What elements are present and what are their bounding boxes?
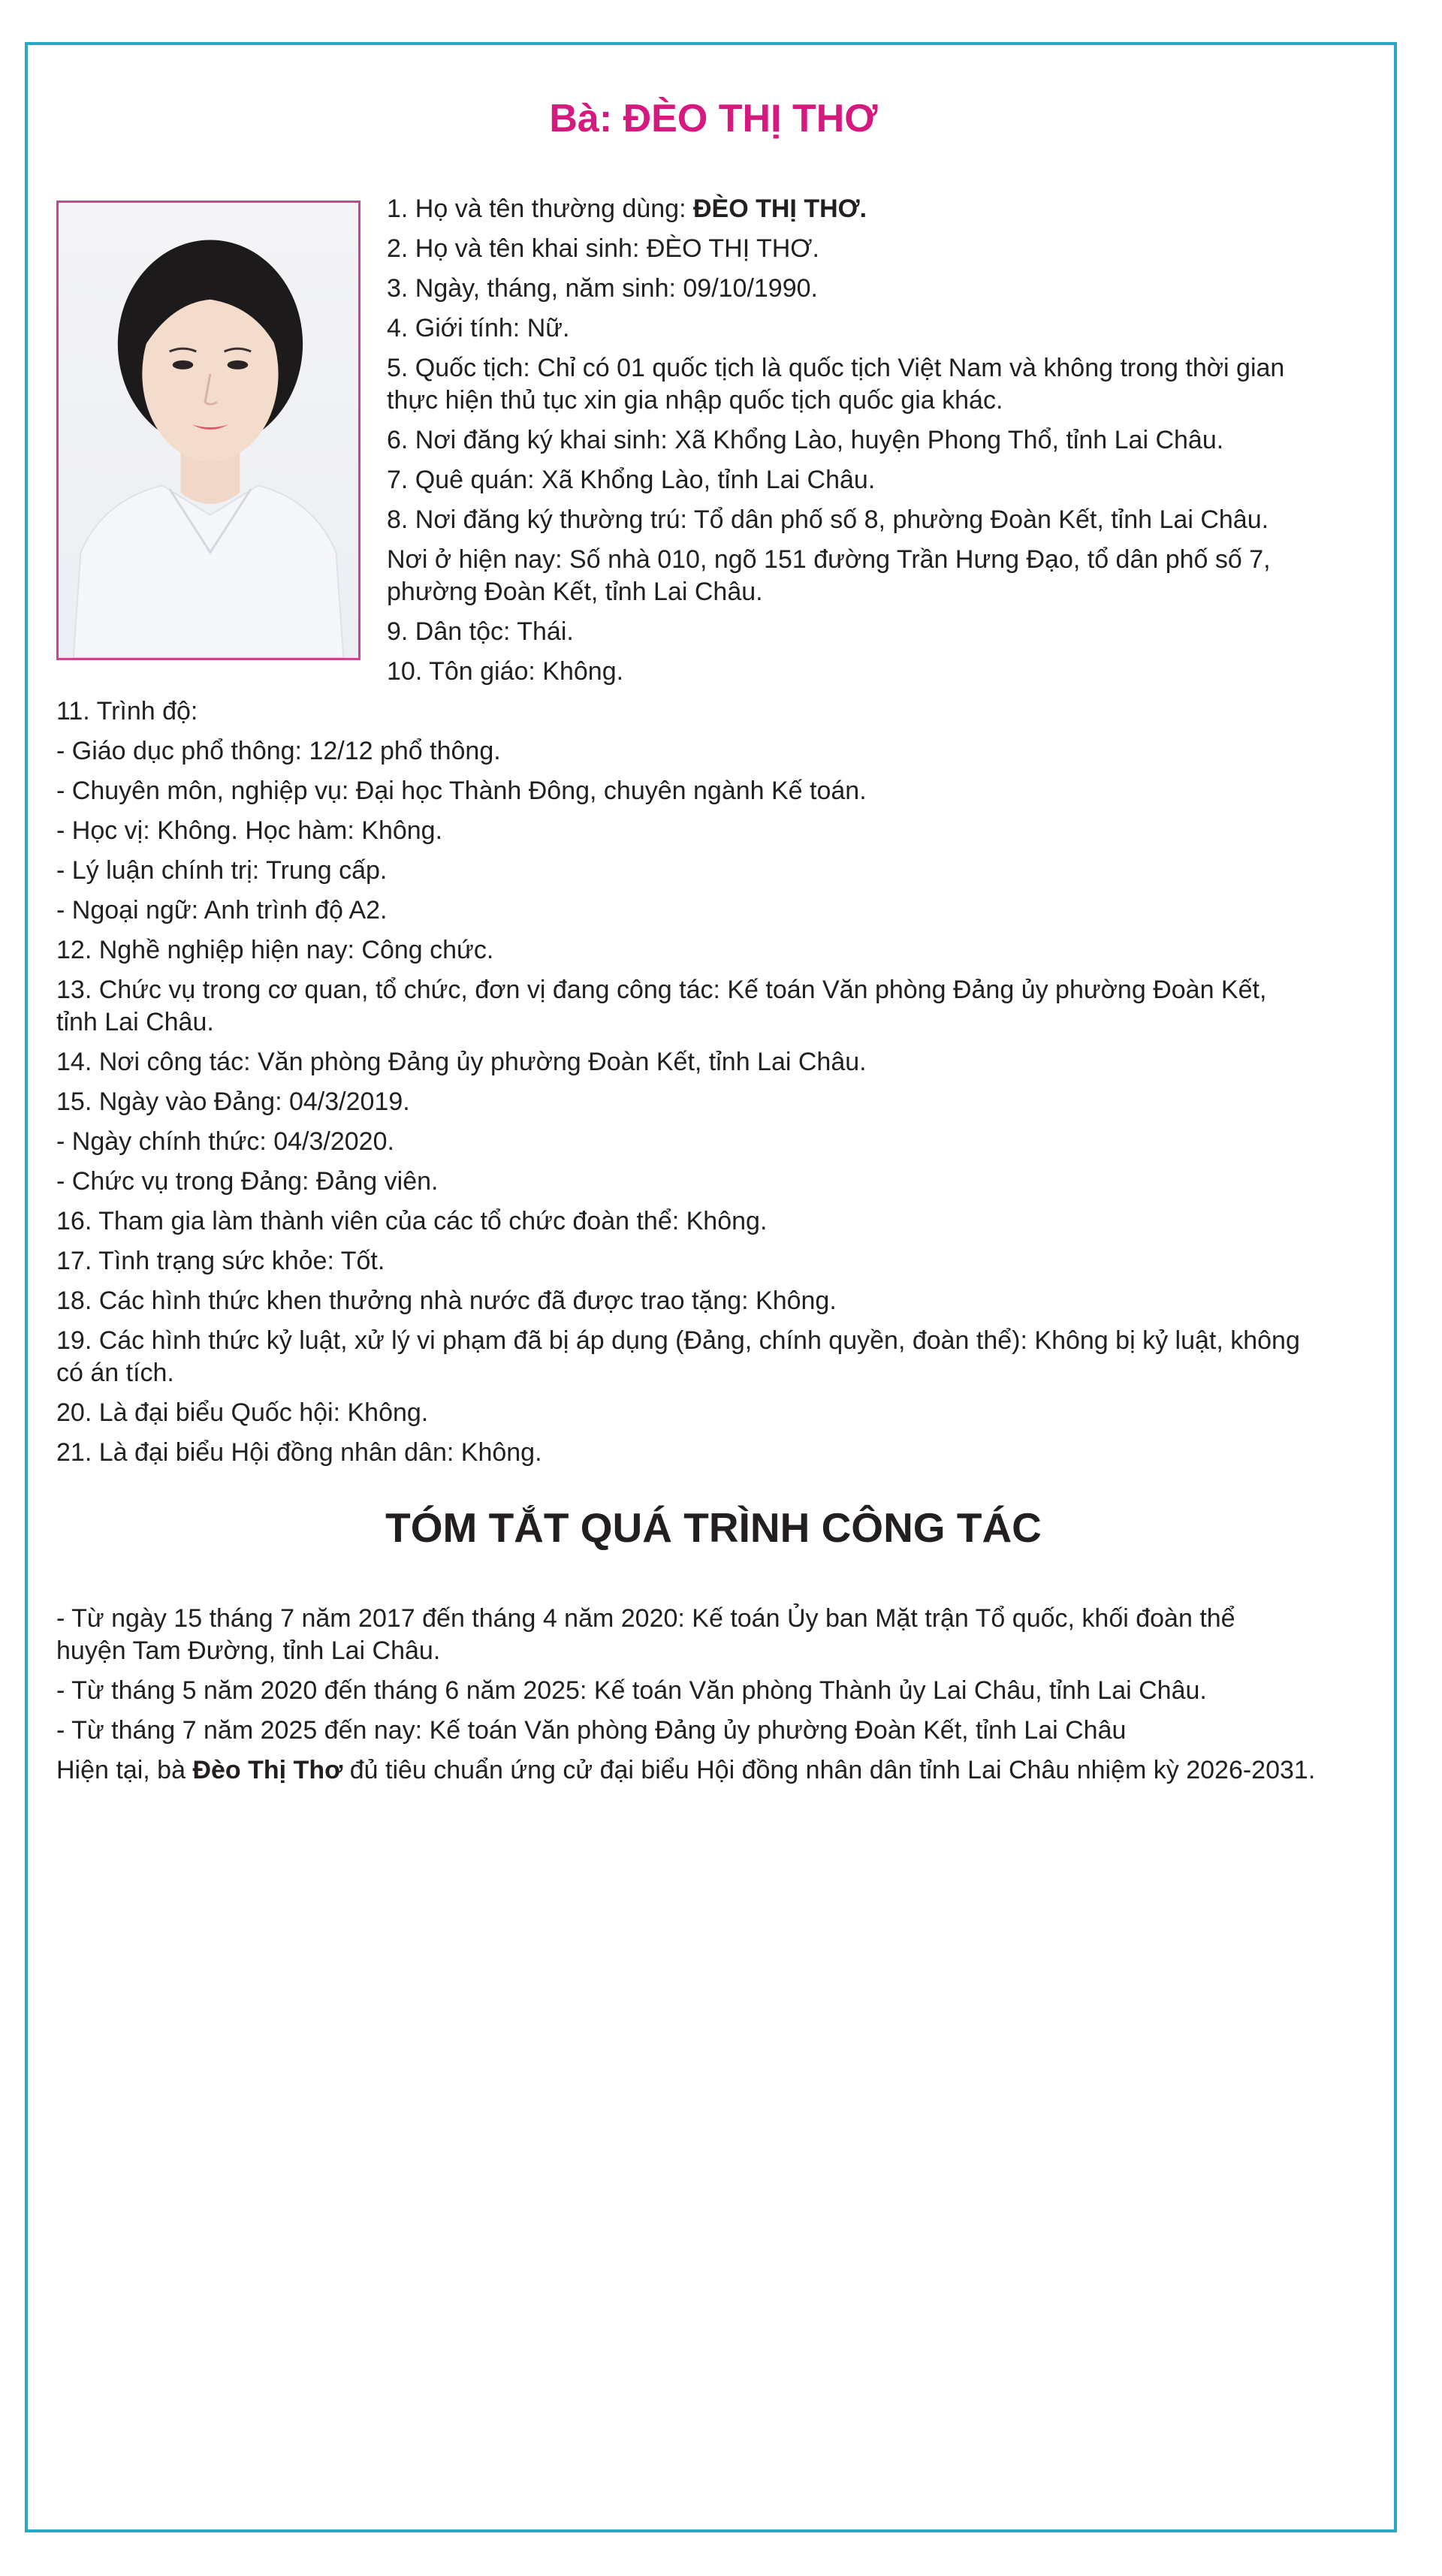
detail-line: 20. Là đại biểu Quốc hội: Không. <box>56 1398 429 1427</box>
conclusion-name: Đèo Thị Thơ <box>192 1756 343 1784</box>
detail-line: 14. Nơi công tác: Văn phòng Đảng ủy phường Đoàn Kết, tỉnh Lai Châu. <box>56 1048 867 1076</box>
detail-line: 19. Các hình thức kỷ luật, xử lý vi phạm đã bị áp dụng (Đảng, chính quyền, đoàn thể): Không bị kỷ luật, không <box>56 1326 1300 1355</box>
detail-line: - Lý luận chính trị: Trung cấp. <box>56 856 388 885</box>
detail-line: - Chuyên môn, nghiệp vụ: Đại học Thành Đông, chuyên ngành Kế toán. <box>56 777 867 805</box>
portrait-photo <box>56 201 360 660</box>
info-line-5: 5. Quốc tịch: Chỉ có 01 quốc tịch là quốc tịch Việt Nam và không trong thời gian <box>387 354 1285 382</box>
detail-line: 18. Các hình thức khen thưởng nhà nước đã được trao tặng: Không. <box>56 1286 837 1315</box>
info-line-10: 10. Tôn giáo: Không. <box>387 657 624 686</box>
detail-line: 21. Là đại biểu Hội đồng nhân dân: Không. <box>56 1438 542 1467</box>
career-line: - Từ tháng 5 năm 2020 đến tháng 6 năm 2025: Kế toán Văn phòng Thành ủy Lai Châu, tỉnh Lai Châu. <box>56 1676 1207 1705</box>
detail-line: - Chức vụ trong Đảng: Đảng viên. <box>56 1167 439 1196</box>
career-heading: TÓM TẮT QUÁ TRÌNH CÔNG TÁC <box>385 1504 1042 1551</box>
info-line-7: 7. Quê quán: Xã Khổng Lào, tỉnh Lai Châu. <box>387 466 876 494</box>
info-line-2: 2. Họ và tên khai sinh: ĐÈO THỊ THƠ. <box>387 234 819 263</box>
conclusion-prefix: Hiện tại, bà <box>56 1756 193 1784</box>
detail-line: 15. Ngày vào Đảng: 04/3/2019. <box>56 1087 410 1116</box>
detail-line: - Giáo dục phổ thông: 12/12 phổ thông. <box>56 737 501 765</box>
detail-line: có án tích. <box>56 1359 174 1387</box>
info-line-1-label: 1. Họ và tên thường dùng: <box>387 195 693 223</box>
detail-line: - Ngày chính thức: 04/3/2020. <box>56 1127 394 1156</box>
info-line-residence: Nơi ở hiện nay: Số nhà 010, ngõ 151 đường Trần Hưng Đạo, tổ dân phố số 7, <box>387 545 1271 574</box>
detail-line: tỉnh Lai Châu. <box>56 1008 214 1036</box>
career-line: - Từ ngày 15 tháng 7 năm 2017 đến tháng 4 năm 2020: Kế toán Ủy ban Mặt trận Tổ quốc, khối đoàn thể <box>56 1604 1235 1633</box>
career-line: - Từ tháng 7 năm 2025 đến nay: Kế toán Văn phòng Đảng ủy phường Đoàn Kết, tỉnh Lai Châu <box>56 1716 1127 1745</box>
career-line: huyện Tam Đường, tỉnh Lai Châu. <box>56 1636 441 1665</box>
page-title: Bà: ĐÈO THỊ THƠ <box>549 97 878 140</box>
detail-line: 11. Trình độ: <box>56 697 198 725</box>
detail-line: - Học vị: Không. Học hàm: Không. <box>56 816 443 845</box>
info-line-3: 3. Ngày, tháng, năm sinh: 09/10/1990. <box>387 274 818 303</box>
info-line-4: 4. Giới tính: Nữ. <box>387 314 570 342</box>
detail-line: - Ngoại ngữ: Anh trình độ A2. <box>56 896 388 925</box>
detail-line: 12. Nghề nghiệp hiện nay: Công chức. <box>56 936 494 964</box>
info-line-1-name: ĐÈO THỊ THƠ. <box>692 195 867 223</box>
info-line-1 <box>387 193 867 225</box>
info-line-residence-cont: phường Đoàn Kết, tỉnh Lai Châu. <box>387 578 763 606</box>
conclusion-suffix: đủ tiêu chuẩn ứng cử đại biểu Hội đồng nhân dân tỉnh Lai Châu nhiệm kỳ 2026-2031. <box>342 1756 1316 1784</box>
info-line-5-cont: thực hiện thủ tục xin gia nhập quốc tịch quốc gia khác. <box>387 386 1003 415</box>
info-line-6: 6. Nơi đăng ký khai sinh: Xã Khổng Lào, huyện Phong Thổ, tỉnh Lai Châu. <box>387 426 1224 454</box>
conclusion-line <box>56 1754 1315 1786</box>
info-line-8: 8. Nơi đăng ký thường trú: Tổ dân phố số 8, phường Đoàn Kết, tỉnh Lai Châu. <box>387 505 1269 534</box>
portrait-illustration <box>59 203 358 658</box>
detail-line: 16. Tham gia làm thành viên của các tổ chức đoàn thể: Không. <box>56 1207 768 1235</box>
detail-line: 13. Chức vụ trong cơ quan, tổ chức, đơn vị đang công tác: Kế toán Văn phòng Đảng ủy phường Đoàn Kết, <box>56 976 1267 1004</box>
detail-line: 17. Tình trạng sức khỏe: Tốt. <box>56 1247 385 1275</box>
info-line-9: 9. Dân tộc: Thái. <box>387 617 574 646</box>
